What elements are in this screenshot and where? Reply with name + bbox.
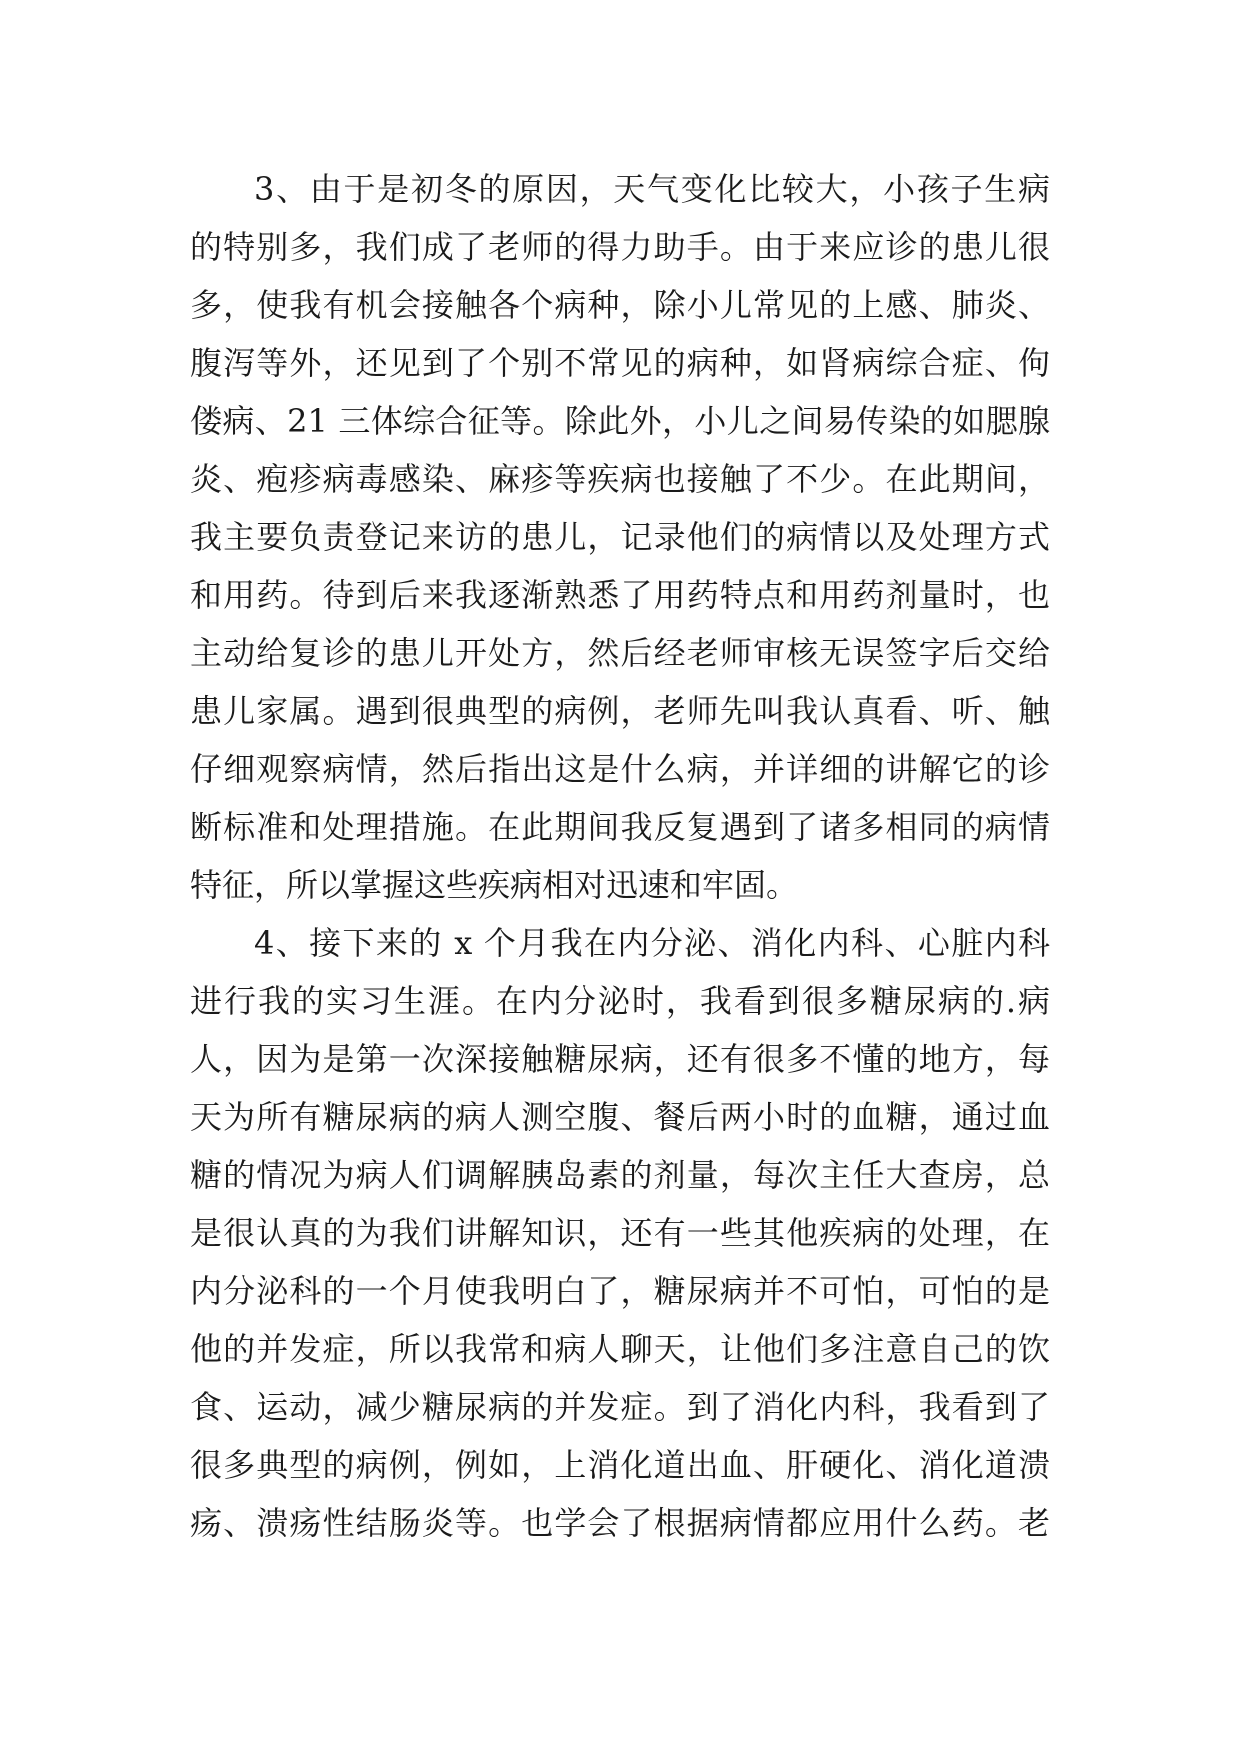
text-line: 内分泌科的一个月使我明白了，糖尿病并不可怕，可怕的是: [190, 1272, 1050, 1310]
text-line: 仔细观察病情，然后指出这是什么病，并详细的讲解它的诊: [190, 750, 1050, 788]
text-line: 他的并发症，所以我常和病人聊天，让他们多注意自己的饮: [190, 1330, 1050, 1368]
text-line: 炎、疱疹病毒感染、麻疹等疾病也接触了不少。在此期间，: [190, 460, 1050, 498]
text-line: 糖的情况为病人们调解胰岛素的剂量，每次主任大查房，总: [190, 1156, 1050, 1194]
text-line: 偻病、21 三体综合征等。除此外，小儿之间易传染的如腮腺: [190, 402, 1050, 440]
text-line: 腹泻等外，还见到了个别不常见的病种，如肾病综合症、佝: [190, 344, 1050, 382]
text-line: 的特别多，我们成了老师的得力助手。由于来应诊的患儿很: [190, 228, 1050, 266]
text-line: 人，因为是第一次深接触糖尿病，还有很多不懂的地方，每: [190, 1040, 1050, 1078]
text-line: 疡、溃疡性结肠炎等。也学会了根据病情都应用什么药。老: [190, 1504, 1050, 1542]
text-line: 很多典型的病例，例如，上消化道出血、肝硬化、消化道溃: [190, 1446, 1050, 1484]
text-line: 天为所有糖尿病的病人测空腹、餐后两小时的血糖，通过血: [190, 1098, 1050, 1136]
text-line: 我主要负责登记来访的患儿，记录他们的病情以及处理方式: [190, 518, 1050, 556]
text-line: 和用药。待到后来我逐渐熟悉了用药特点和用药剂量时，也: [190, 576, 1050, 614]
paragraph-4: [190, 914, 1050, 1552]
text-line: 特征，所以掌握这些疾病相对迅速和牢固。: [190, 866, 799, 904]
text-line: 3、由于是初冬的原因，天气变化比较大，小孩子生病: [254, 170, 1050, 208]
text-line: 进行我的实习生涯。在内分泌时，我看到很多糖尿病的.病: [190, 982, 1050, 1020]
paragraph-3: [190, 160, 1050, 914]
text-line: 患儿家属。遇到很典型的病例，老师先叫我认真看、听、触: [190, 692, 1050, 730]
text-line: 主动给复诊的患儿开处方，然后经老师审核无误签字后交给: [190, 634, 1050, 672]
text-line: 食、运动，减少糖尿病的并发症。到了消化内科，我看到了: [190, 1388, 1050, 1426]
text-line: 是很认真的为我们讲解知识，还有一些其他疾病的处理，在: [190, 1214, 1050, 1252]
text-line: 4、接下来的 x 个月我在内分泌、消化内科、心脏内科: [254, 924, 1050, 962]
document-body: [190, 160, 1050, 1552]
text-line: 断标准和处理措施。在此期间我反复遇到了诸多相同的病情: [190, 808, 1050, 846]
text-line: 多，使我有机会接触各个病种，除小儿常见的上感、肺炎、: [190, 286, 1050, 324]
